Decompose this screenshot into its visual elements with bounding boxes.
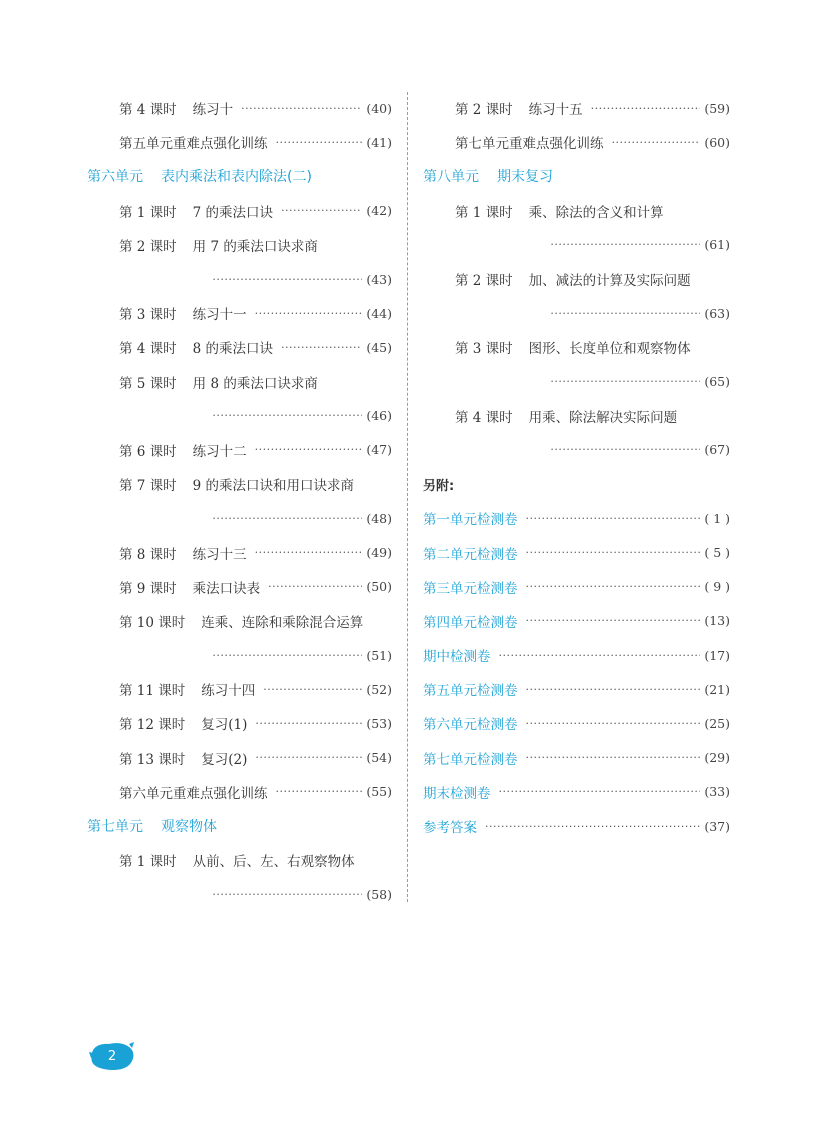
page-ref: (47) — [366, 442, 392, 458]
page-ref: (44) — [366, 305, 392, 321]
toc-right-column — [423, 91, 730, 843]
dot-leader — [485, 820, 700, 833]
lesson-title: 练习十二 — [192, 443, 247, 460]
test-title: 第四单元检测卷 — [423, 614, 518, 631]
toc-entry[interactable] — [87, 194, 392, 228]
lesson-number: 第 2 课时 — [119, 238, 177, 255]
toc-continuation[interactable] — [423, 296, 730, 330]
lesson-title: 练习十 — [192, 102, 234, 119]
lesson-title: 练习十一 — [192, 307, 247, 324]
lesson-number: 第 11 课时 — [119, 683, 186, 700]
dot-leader — [268, 580, 362, 593]
test-entry[interactable] — [423, 741, 730, 775]
unit-title: 表内乘法和表内除法(二) — [161, 169, 312, 186]
page-ref: (51) — [366, 647, 392, 663]
toc-entry[interactable] — [87, 604, 392, 638]
lesson-number: 第 4 课时 — [119, 341, 177, 358]
lesson-number: 第 12 课时 — [119, 717, 186, 734]
toc-entry[interactable] — [87, 91, 392, 125]
page-ref: (42) — [366, 203, 392, 219]
lesson-title: 用 8 的乘法口诀求商 — [192, 375, 318, 392]
lesson-number: 第 3 课时 — [455, 341, 513, 358]
lesson-title: 连乘、连除和乘除混合运算 — [201, 614, 364, 631]
dot-leader — [212, 409, 362, 422]
toc-entry[interactable] — [87, 843, 392, 877]
page-ref: (37) — [704, 818, 730, 834]
page-ref: (60) — [704, 134, 730, 150]
dot-leader — [526, 683, 701, 696]
dot-leader — [281, 341, 362, 354]
test-entry[interactable] — [423, 706, 730, 740]
dot-leader — [263, 683, 362, 696]
toc-continuation[interactable] — [87, 877, 392, 911]
dot-leader — [212, 273, 362, 286]
toc-entry[interactable] — [87, 672, 392, 706]
dot-leader — [612, 136, 701, 149]
test-entry[interactable] — [423, 775, 730, 809]
page-ref: (41) — [366, 134, 392, 150]
lesson-number: 第 4 课时 — [119, 102, 177, 119]
toc-entry[interactable] — [87, 706, 392, 740]
lesson-number: 第 3 课时 — [119, 307, 177, 324]
lesson-number: 第 1 课时 — [119, 204, 177, 221]
lesson-number: 第 2 课时 — [455, 102, 513, 119]
test-title: 第五单元检测卷 — [423, 683, 518, 700]
toc-left-column — [87, 91, 392, 912]
dot-leader — [281, 204, 362, 217]
appendix-heading — [423, 467, 730, 501]
unit-heading[interactable] — [87, 159, 392, 193]
page-ref: (43) — [366, 271, 392, 287]
toc-entry[interactable] — [423, 330, 730, 364]
page-ref: (53) — [366, 715, 392, 731]
lesson-title: 图形、长度单位和观察物体 — [528, 341, 691, 358]
toc-entry[interactable] — [423, 194, 730, 228]
page-ref: (45) — [366, 339, 392, 355]
dot-leader — [276, 136, 363, 149]
page-ref: (54) — [366, 750, 392, 766]
lesson-title: 第五单元重难点强化训练 — [119, 136, 268, 153]
toc-entry[interactable] — [87, 741, 392, 775]
test-title: 期末检测卷 — [423, 785, 491, 802]
page-ref: ( 9 ) — [704, 579, 730, 595]
test-entry[interactable] — [423, 604, 730, 638]
lesson-number: 第 10 课时 — [119, 614, 186, 631]
toc-entry[interactable] — [87, 775, 392, 809]
dot-leader — [255, 546, 363, 559]
lesson-number: 第 2 课时 — [455, 273, 513, 290]
lesson-number: 第 6 课时 — [119, 443, 177, 460]
column-divider — [407, 92, 408, 902]
lesson-title: 9 的乘法口诀和用口诀求商 — [192, 478, 355, 495]
dot-leader — [255, 717, 362, 730]
dot-leader — [550, 238, 700, 251]
lesson-title: 加、减法的计算及实际问题 — [528, 273, 691, 290]
page-ref: (21) — [704, 681, 730, 697]
dot-leader — [526, 751, 701, 764]
test-title: 第七单元检测卷 — [423, 751, 518, 768]
dot-leader — [526, 546, 701, 559]
page-number-badge — [89, 1038, 135, 1074]
toc-continuation[interactable] — [423, 433, 730, 467]
dot-leader — [526, 580, 701, 593]
page-ref: (29) — [704, 750, 730, 766]
test-entry[interactable] — [423, 570, 730, 604]
toc-continuation[interactable] — [87, 501, 392, 535]
lesson-title: 第六单元重难点强化训练 — [119, 785, 268, 802]
dot-leader — [550, 307, 700, 320]
toc-entry[interactable] — [423, 399, 730, 433]
lesson-title: 乘法口诀表 — [192, 580, 261, 597]
page-number: 2 — [107, 1048, 117, 1064]
page-ref: (50) — [366, 579, 392, 595]
toc-entry[interactable] — [423, 262, 730, 296]
toc-entry[interactable] — [87, 365, 392, 399]
test-title: 期中检测卷 — [423, 649, 491, 666]
page-ref: (48) — [366, 510, 392, 526]
page-ref: (65) — [704, 374, 730, 390]
test-entry[interactable] — [423, 638, 730, 672]
unit-heading[interactable] — [423, 159, 730, 193]
dot-leader — [255, 751, 362, 764]
unit-number: 第七单元 — [87, 819, 143, 836]
lesson-number: 第 13 课时 — [119, 751, 186, 768]
page-ref: (40) — [366, 100, 392, 116]
page-ref: (52) — [366, 681, 392, 697]
test-entry[interactable] — [423, 672, 730, 706]
page-ref: (59) — [704, 100, 730, 116]
page-ref: ( 1 ) — [704, 510, 730, 526]
toc-entry[interactable] — [87, 570, 392, 604]
dot-leader — [212, 649, 362, 662]
toc-continuation[interactable] — [423, 365, 730, 399]
lesson-title: 8 的乘法口诀 — [192, 341, 274, 358]
dot-leader — [550, 375, 700, 388]
dot-leader — [255, 307, 363, 320]
lesson-title: 用 7 的乘法口诀求商 — [192, 238, 318, 255]
page-ref: (13) — [704, 613, 730, 629]
dot-leader — [526, 512, 701, 525]
toc-continuation[interactable] — [87, 262, 392, 296]
lesson-title: 从前、后、左、右观察物体 — [192, 854, 355, 871]
lesson-title: 复习(2) — [201, 751, 248, 768]
page-ref: (17) — [704, 647, 730, 663]
dot-leader — [526, 614, 701, 627]
toc-continuation[interactable] — [87, 638, 392, 672]
lesson-title: 练习十四 — [201, 683, 256, 700]
lesson-title: 练习十五 — [528, 102, 583, 119]
lesson-title: 乘、除法的含义和计算 — [528, 204, 664, 221]
dot-leader — [255, 443, 363, 456]
toc-continuation[interactable] — [87, 399, 392, 433]
lesson-title: 7 的乘法口诀 — [192, 204, 274, 221]
test-entry[interactable] — [423, 501, 730, 535]
toc-entry[interactable] — [87, 535, 392, 569]
page-ref: (25) — [704, 715, 730, 731]
lesson-number: 第 1 课时 — [455, 204, 513, 221]
toc-entry[interactable] — [87, 330, 392, 364]
unit-title: 观察物体 — [161, 819, 217, 836]
test-entry[interactable] — [423, 535, 730, 569]
unit-heading[interactable] — [87, 809, 392, 843]
page-ref: (61) — [704, 237, 730, 253]
test-title: 第三单元检测卷 — [423, 580, 518, 597]
dot-leader — [499, 785, 701, 798]
page-ref: (49) — [366, 545, 392, 561]
page-ref: (67) — [704, 442, 730, 458]
toc-continuation[interactable] — [423, 228, 730, 262]
page-ref: (58) — [366, 886, 392, 902]
unit-title: 期末复习 — [497, 169, 553, 186]
lesson-title: 练习十三 — [192, 546, 247, 563]
page-ref: (55) — [366, 784, 392, 800]
lesson-number: 第 5 课时 — [119, 375, 177, 392]
dot-leader — [212, 512, 362, 525]
dot-leader — [276, 785, 363, 798]
lesson-number: 第 4 课时 — [455, 409, 513, 426]
test-title: 第一单元检测卷 — [423, 512, 518, 529]
dot-leader — [591, 102, 701, 115]
lesson-title: 用乘、除法解决实际问题 — [528, 409, 678, 426]
toc-entry[interactable] — [87, 228, 392, 262]
test-title: 第六单元检测卷 — [423, 717, 518, 734]
lesson-number: 第 8 课时 — [119, 546, 177, 563]
lesson-number: 第 7 课时 — [119, 478, 177, 495]
dot-leader — [499, 649, 701, 662]
appendix-label: 另附: — [423, 478, 455, 494]
test-title: 参考答案 — [423, 820, 477, 837]
unit-number: 第八单元 — [423, 169, 479, 186]
lesson-number: 第 1 课时 — [119, 854, 177, 871]
page-ref: (63) — [704, 305, 730, 321]
dot-leader — [212, 888, 362, 901]
toc-entry[interactable] — [87, 467, 392, 501]
lesson-title: 第七单元重难点强化训练 — [455, 136, 604, 153]
toc-entry[interactable] — [423, 91, 730, 125]
unit-number: 第六单元 — [87, 169, 143, 186]
lesson-number: 第 9 课时 — [119, 580, 177, 597]
test-entry[interactable] — [423, 809, 730, 843]
toc-entry[interactable] — [87, 433, 392, 467]
page-ref: (46) — [366, 408, 392, 424]
test-title: 第二单元检测卷 — [423, 546, 518, 563]
dot-leader — [241, 102, 362, 115]
dot-leader — [526, 717, 701, 730]
toc-entry[interactable] — [423, 125, 730, 159]
toc-entry[interactable] — [87, 296, 392, 330]
lesson-title: 复习(1) — [201, 717, 248, 734]
dot-leader — [550, 443, 700, 456]
page-ref: ( 5 ) — [704, 545, 730, 561]
page-ref: (33) — [704, 784, 730, 800]
toc-entry[interactable] — [87, 125, 392, 159]
